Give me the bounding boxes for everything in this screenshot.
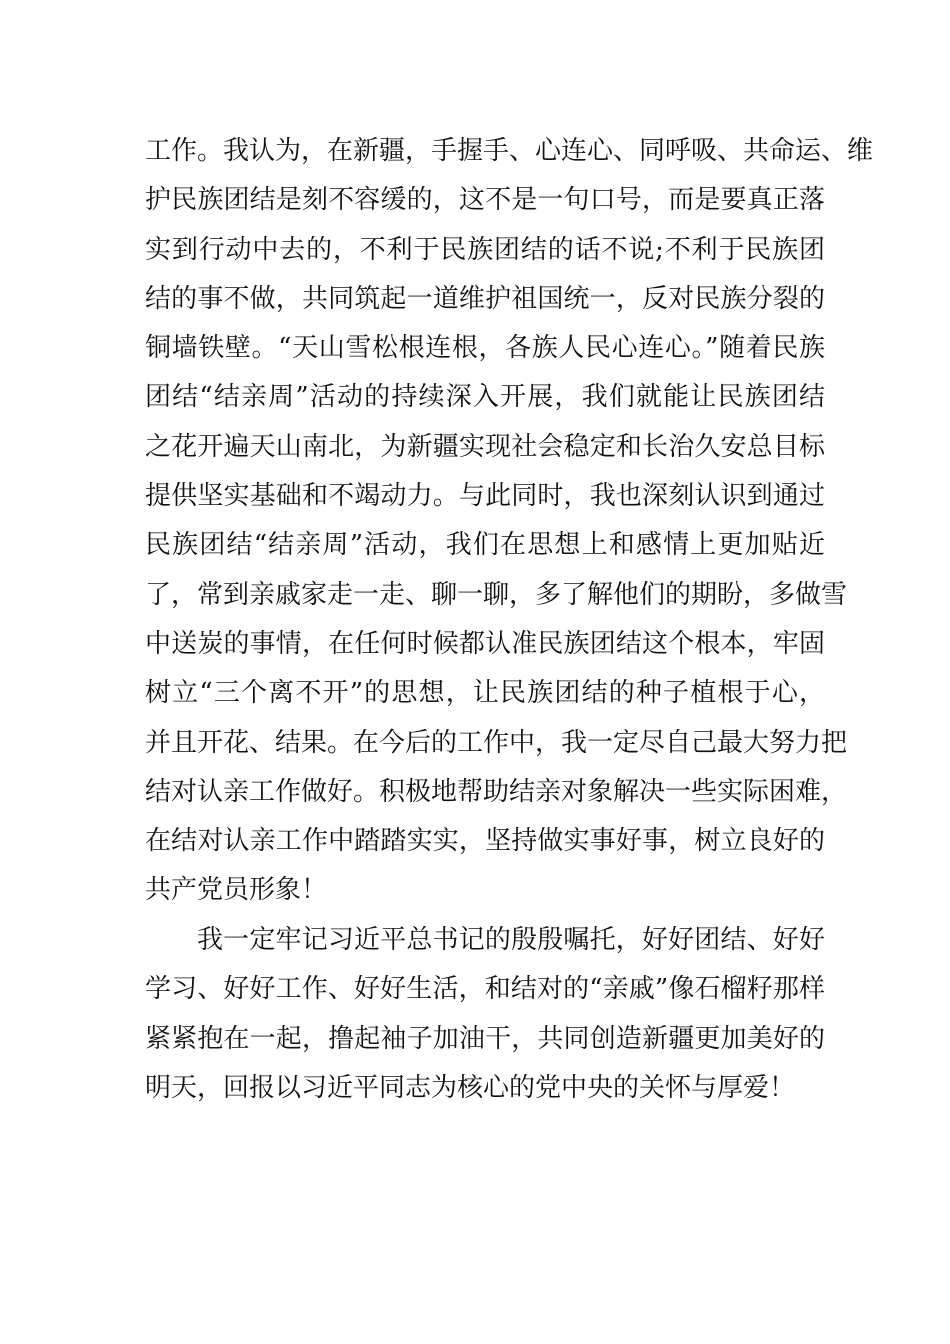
paragraph-line: 提供坚实基础和不竭动力。与此同时，我也深刻认识到通过	[145, 481, 825, 512]
paragraph-line: 学习、好好工作、好好生活，和结对的“亲戚”像石榴籽那样	[145, 974, 825, 1005]
paragraph-line: 树立“三个离不开”的思想，让民族团结的种子植根于心，	[145, 678, 825, 709]
paragraph-line: 民族团结“结亲周”活动，我们在思想上和感情上更加贴近	[145, 530, 825, 561]
paragraph-line: 共产党员形象！	[145, 875, 328, 906]
paragraph-2	[145, 916, 825, 1113]
paragraph-line: 护民族团结是刻不容缓的，这不是一句口号，而是要真正落	[145, 185, 825, 216]
paragraph-line: 明天，回报以习近平同志为核心的党中央的关怀与厚爱！	[145, 1072, 796, 1103]
paragraph-line: 实到行动中去的，不利于民族团结的话不说;不利于民族团	[145, 234, 825, 265]
paragraph-line: 团结“结亲周”活动的持续深入开展，我们就能让民族团结	[145, 382, 825, 413]
paragraph-line: 铜墙铁壁。“天山雪松根连根，各族人民心连心。”随着民族	[145, 333, 825, 364]
paragraph-line: 中送炭的事情，在任何时候都认准民族团结这个根本，牢固	[145, 628, 825, 659]
paragraph-line: 我一定牢记习近平总书记的殷殷嘱托，好好团结、好好	[197, 925, 825, 955]
paragraph-line: 并且开花、结果。在今后的工作中，我一定尽自己最大努力把	[145, 727, 848, 758]
paragraph-line: 紧紧抱在一起，撸起袖子加油干，共同创造新疆更加美好的	[145, 1023, 825, 1054]
paragraph-line: 结的事不做，共同筑起一道维护祖国统一，反对民族分裂的	[145, 283, 825, 314]
paragraph-line: 了，常到亲戚家走一走、聊一聊，多了解他们的期盼，多做雪	[145, 579, 848, 610]
paragraph-line: 之花开遍天山南北，为新疆实现社会稳定和长治久安总目标	[145, 431, 825, 462]
paragraph-line: 工作。我认为，在新疆，手握手、心连心、同呼吸、共命运、维	[145, 136, 874, 166]
paragraph-1	[145, 127, 874, 916]
paragraph-line: 在结对认亲工作中踏踏实实，坚持做实事好事，树立良好的	[145, 826, 825, 857]
paragraph-line: 结对认亲工作做好。积极地帮助结亲对象解决一些实际困难，	[145, 776, 848, 807]
